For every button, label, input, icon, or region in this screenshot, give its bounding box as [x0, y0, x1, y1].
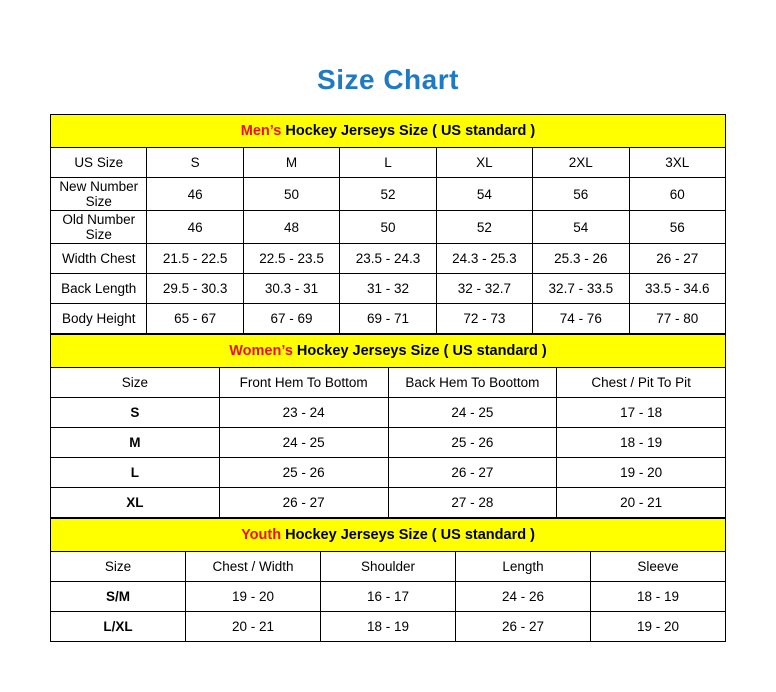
- womens-banner-rest: Hockey Jerseys Size ( US standard ): [292, 343, 547, 359]
- youth-banner-rest: Hockey Jerseys Size ( US standard ): [281, 527, 535, 543]
- womens-row-3-cell-2: 27 - 28: [388, 488, 557, 518]
- womens-section-banner: [51, 335, 726, 368]
- womens-row-0-label: S: [51, 398, 220, 428]
- mens-row-0-label: New Number Size: [51, 178, 147, 211]
- mens-row-4-cell-5: 74 - 76: [533, 304, 629, 334]
- womens-row-3-cell-1: 26 - 27: [219, 488, 388, 518]
- mens-row-2-cell-1: 21.5 - 22.5: [147, 244, 243, 274]
- table-row: [51, 458, 726, 488]
- womens-header-cell-2: Back Hem To Boottom: [388, 368, 557, 398]
- size-tables-container: [50, 114, 726, 642]
- youth-section-banner-row: [51, 519, 726, 552]
- table-row: [51, 488, 726, 518]
- youth-row-1-label: L/XL: [51, 612, 186, 642]
- womens-row-2-label: L: [51, 458, 220, 488]
- mens-row-1-label: Old Number Size: [51, 211, 147, 244]
- mens-row-1-cell-2: 48: [243, 211, 339, 244]
- mens-row-4-label: Body Height: [51, 304, 147, 334]
- youth-row-1-cell-2: 18 - 19: [321, 612, 456, 642]
- mens-row-2-cell-6: 26 - 27: [629, 244, 725, 274]
- youth-header-cell-2: Shoulder: [321, 552, 456, 582]
- table-row: [51, 244, 726, 274]
- womens-row-1-cell-1: 24 - 25: [219, 428, 388, 458]
- mens-row-2-cell-5: 25.3 - 26: [533, 244, 629, 274]
- mens-row-3-cell-6: 33.5 - 34.6: [629, 274, 725, 304]
- table-row: [51, 304, 726, 334]
- table-row: [51, 178, 726, 211]
- mens-row-0-cell-2: 50: [243, 178, 339, 211]
- womens-row-2-cell-3: 19 - 20: [557, 458, 726, 488]
- womens-banner-accent: Women’s: [229, 343, 293, 359]
- mens-banner-rest: Hockey Jerseys Size ( US standard ): [281, 123, 536, 139]
- womens-row-0-cell-2: 24 - 25: [388, 398, 557, 428]
- youth-row-0-label: S/M: [51, 582, 186, 612]
- mens-header-cell-2: M: [243, 148, 339, 178]
- mens-row-2-cell-4: 24.3 - 25.3: [436, 244, 532, 274]
- mens-banner-accent: Men’s: [240, 123, 282, 139]
- mens-row-3-label: Back Length: [51, 274, 147, 304]
- mens-header-row: [51, 148, 726, 178]
- youth-header-cell-4: Sleeve: [591, 552, 726, 582]
- mens-row-2-cell-2: 22.5 - 23.5: [243, 244, 339, 274]
- womens-row-1-label: M: [51, 428, 220, 458]
- mens-header-cell-6: 3XL: [629, 148, 725, 178]
- womens-size-table: [50, 334, 726, 518]
- mens-row-3-cell-5: 32.7 - 33.5: [533, 274, 629, 304]
- mens-row-0-cell-6: 60: [629, 178, 725, 211]
- youth-section-banner: [51, 519, 726, 552]
- womens-header-cell-0: Size: [51, 368, 220, 398]
- mens-row-2-cell-3: 23.5 - 24.3: [340, 244, 436, 274]
- table-row: [51, 428, 726, 458]
- womens-row-1-cell-2: 25 - 26: [388, 428, 557, 458]
- womens-row-3-cell-3: 20 - 21: [557, 488, 726, 518]
- mens-row-4-cell-2: 67 - 69: [243, 304, 339, 334]
- youth-row-1-cell-1: 20 - 21: [186, 612, 321, 642]
- table-row: [51, 211, 726, 244]
- mens-row-4-cell-1: 65 - 67: [147, 304, 243, 334]
- mens-size-table: [50, 114, 726, 334]
- youth-row-0-cell-4: 18 - 19: [591, 582, 726, 612]
- womens-section-banner-row: [51, 335, 726, 368]
- womens-header-cell-1: Front Hem To Bottom: [219, 368, 388, 398]
- page-title: Size Chart: [317, 64, 459, 95]
- mens-header-cell-5: 2XL: [533, 148, 629, 178]
- mens-row-1-cell-3: 50: [340, 211, 436, 244]
- table-row: [51, 398, 726, 428]
- mens-row-1-cell-5: 54: [533, 211, 629, 244]
- youth-header-row: [51, 552, 726, 582]
- womens-header-row: [51, 368, 726, 398]
- table-row: [51, 612, 726, 642]
- youth-row-0-cell-2: 16 - 17: [321, 582, 456, 612]
- table-row: [51, 582, 726, 612]
- mens-row-0-cell-4: 54: [436, 178, 532, 211]
- mens-row-0-cell-5: 56: [533, 178, 629, 211]
- mens-row-3-cell-2: 30.3 - 31: [243, 274, 339, 304]
- mens-section-banner: [51, 115, 726, 148]
- youth-size-table: [50, 518, 726, 642]
- mens-row-0-cell-3: 52: [340, 178, 436, 211]
- womens-row-2-cell-1: 25 - 26: [219, 458, 388, 488]
- mens-row-4-cell-3: 69 - 71: [340, 304, 436, 334]
- mens-header-cell-3: L: [340, 148, 436, 178]
- youth-row-1-cell-4: 19 - 20: [591, 612, 726, 642]
- youth-header-cell-3: Length: [456, 552, 591, 582]
- womens-row-1-cell-3: 18 - 19: [557, 428, 726, 458]
- womens-row-3-label: XL: [51, 488, 220, 518]
- womens-row-0-cell-3: 17 - 18: [557, 398, 726, 428]
- womens-row-0-cell-1: 23 - 24: [219, 398, 388, 428]
- womens-header-cell-3: Chest / Pit To Pit: [557, 368, 726, 398]
- mens-section-banner-row: [51, 115, 726, 148]
- youth-row-0-cell-1: 19 - 20: [186, 582, 321, 612]
- table-row: [51, 274, 726, 304]
- mens-row-3-cell-1: 29.5 - 30.3: [147, 274, 243, 304]
- mens-header-cell-0: US Size: [51, 148, 147, 178]
- mens-header-cell-4: XL: [436, 148, 532, 178]
- womens-row-2-cell-2: 26 - 27: [388, 458, 557, 488]
- mens-header-cell-1: S: [147, 148, 243, 178]
- mens-row-0-cell-1: 46: [147, 178, 243, 211]
- mens-row-3-cell-3: 31 - 32: [340, 274, 436, 304]
- youth-row-0-cell-3: 24 - 26: [456, 582, 591, 612]
- mens-row-1-cell-4: 52: [436, 211, 532, 244]
- youth-banner-accent: Youth: [241, 527, 282, 543]
- mens-row-4-cell-4: 72 - 73: [436, 304, 532, 334]
- mens-row-4-cell-6: 77 - 80: [629, 304, 725, 334]
- youth-header-cell-1: Chest / Width: [186, 552, 321, 582]
- mens-row-1-cell-1: 46: [147, 211, 243, 244]
- mens-row-3-cell-4: 32 - 32.7: [436, 274, 532, 304]
- youth-row-1-cell-3: 26 - 27: [456, 612, 591, 642]
- youth-header-cell-0: Size: [51, 552, 186, 582]
- mens-row-2-label: Width Chest: [51, 244, 147, 274]
- mens-row-1-cell-6: 56: [629, 211, 725, 244]
